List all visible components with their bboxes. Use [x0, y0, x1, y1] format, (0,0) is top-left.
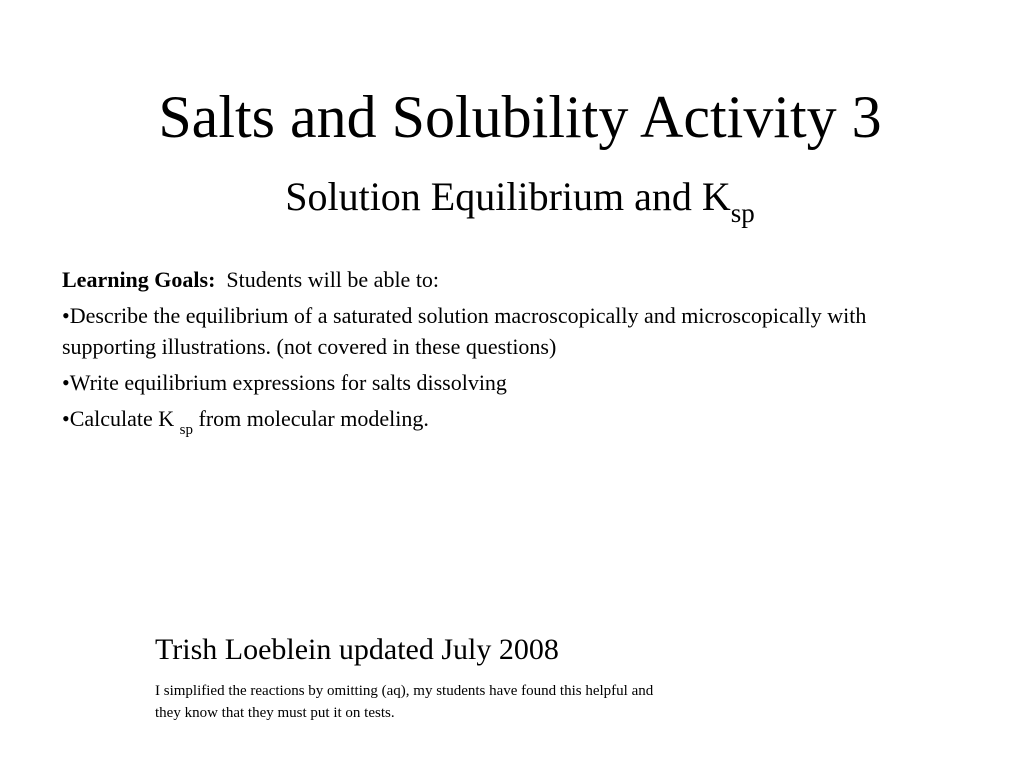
ksp-item-suffix: from molecular modeling. — [198, 406, 429, 431]
learning-goal-item: •Write equilibrium expressions for salts dissolving — [62, 370, 507, 395]
subtitle-subscript: sp — [730, 198, 755, 228]
author-note: I simplified the reactions by omitting (aq), my students have found this helpful and they know that they must put it on tests. — [155, 683, 654, 721]
learning-goals-label: Learning Goals: — [62, 267, 216, 292]
learning-goal-item-ksp — [62, 403, 962, 438]
learning-goals-heading — [62, 264, 962, 295]
slide-title: Salts and Solubility Activity 3 — [158, 84, 882, 150]
slide-subtitle — [0, 174, 1024, 228]
subtitle-text: Solution Equilibrium and K — [285, 174, 731, 219]
author-line: Trish Loeblein updated July 2008 — [155, 633, 559, 666]
ksp-item-prefix: •Calculate K — [62, 406, 175, 431]
learning-goal-item: •Describe the equilibrium of a saturated solution macroscopically and microscopically with supporting illustrations. (not covered in these questions) — [62, 303, 867, 359]
learning-goals-intro: Students will be able to: — [226, 267, 440, 292]
learning-goals — [62, 264, 962, 443]
ksp-item-subscript: sp — [179, 422, 194, 438]
